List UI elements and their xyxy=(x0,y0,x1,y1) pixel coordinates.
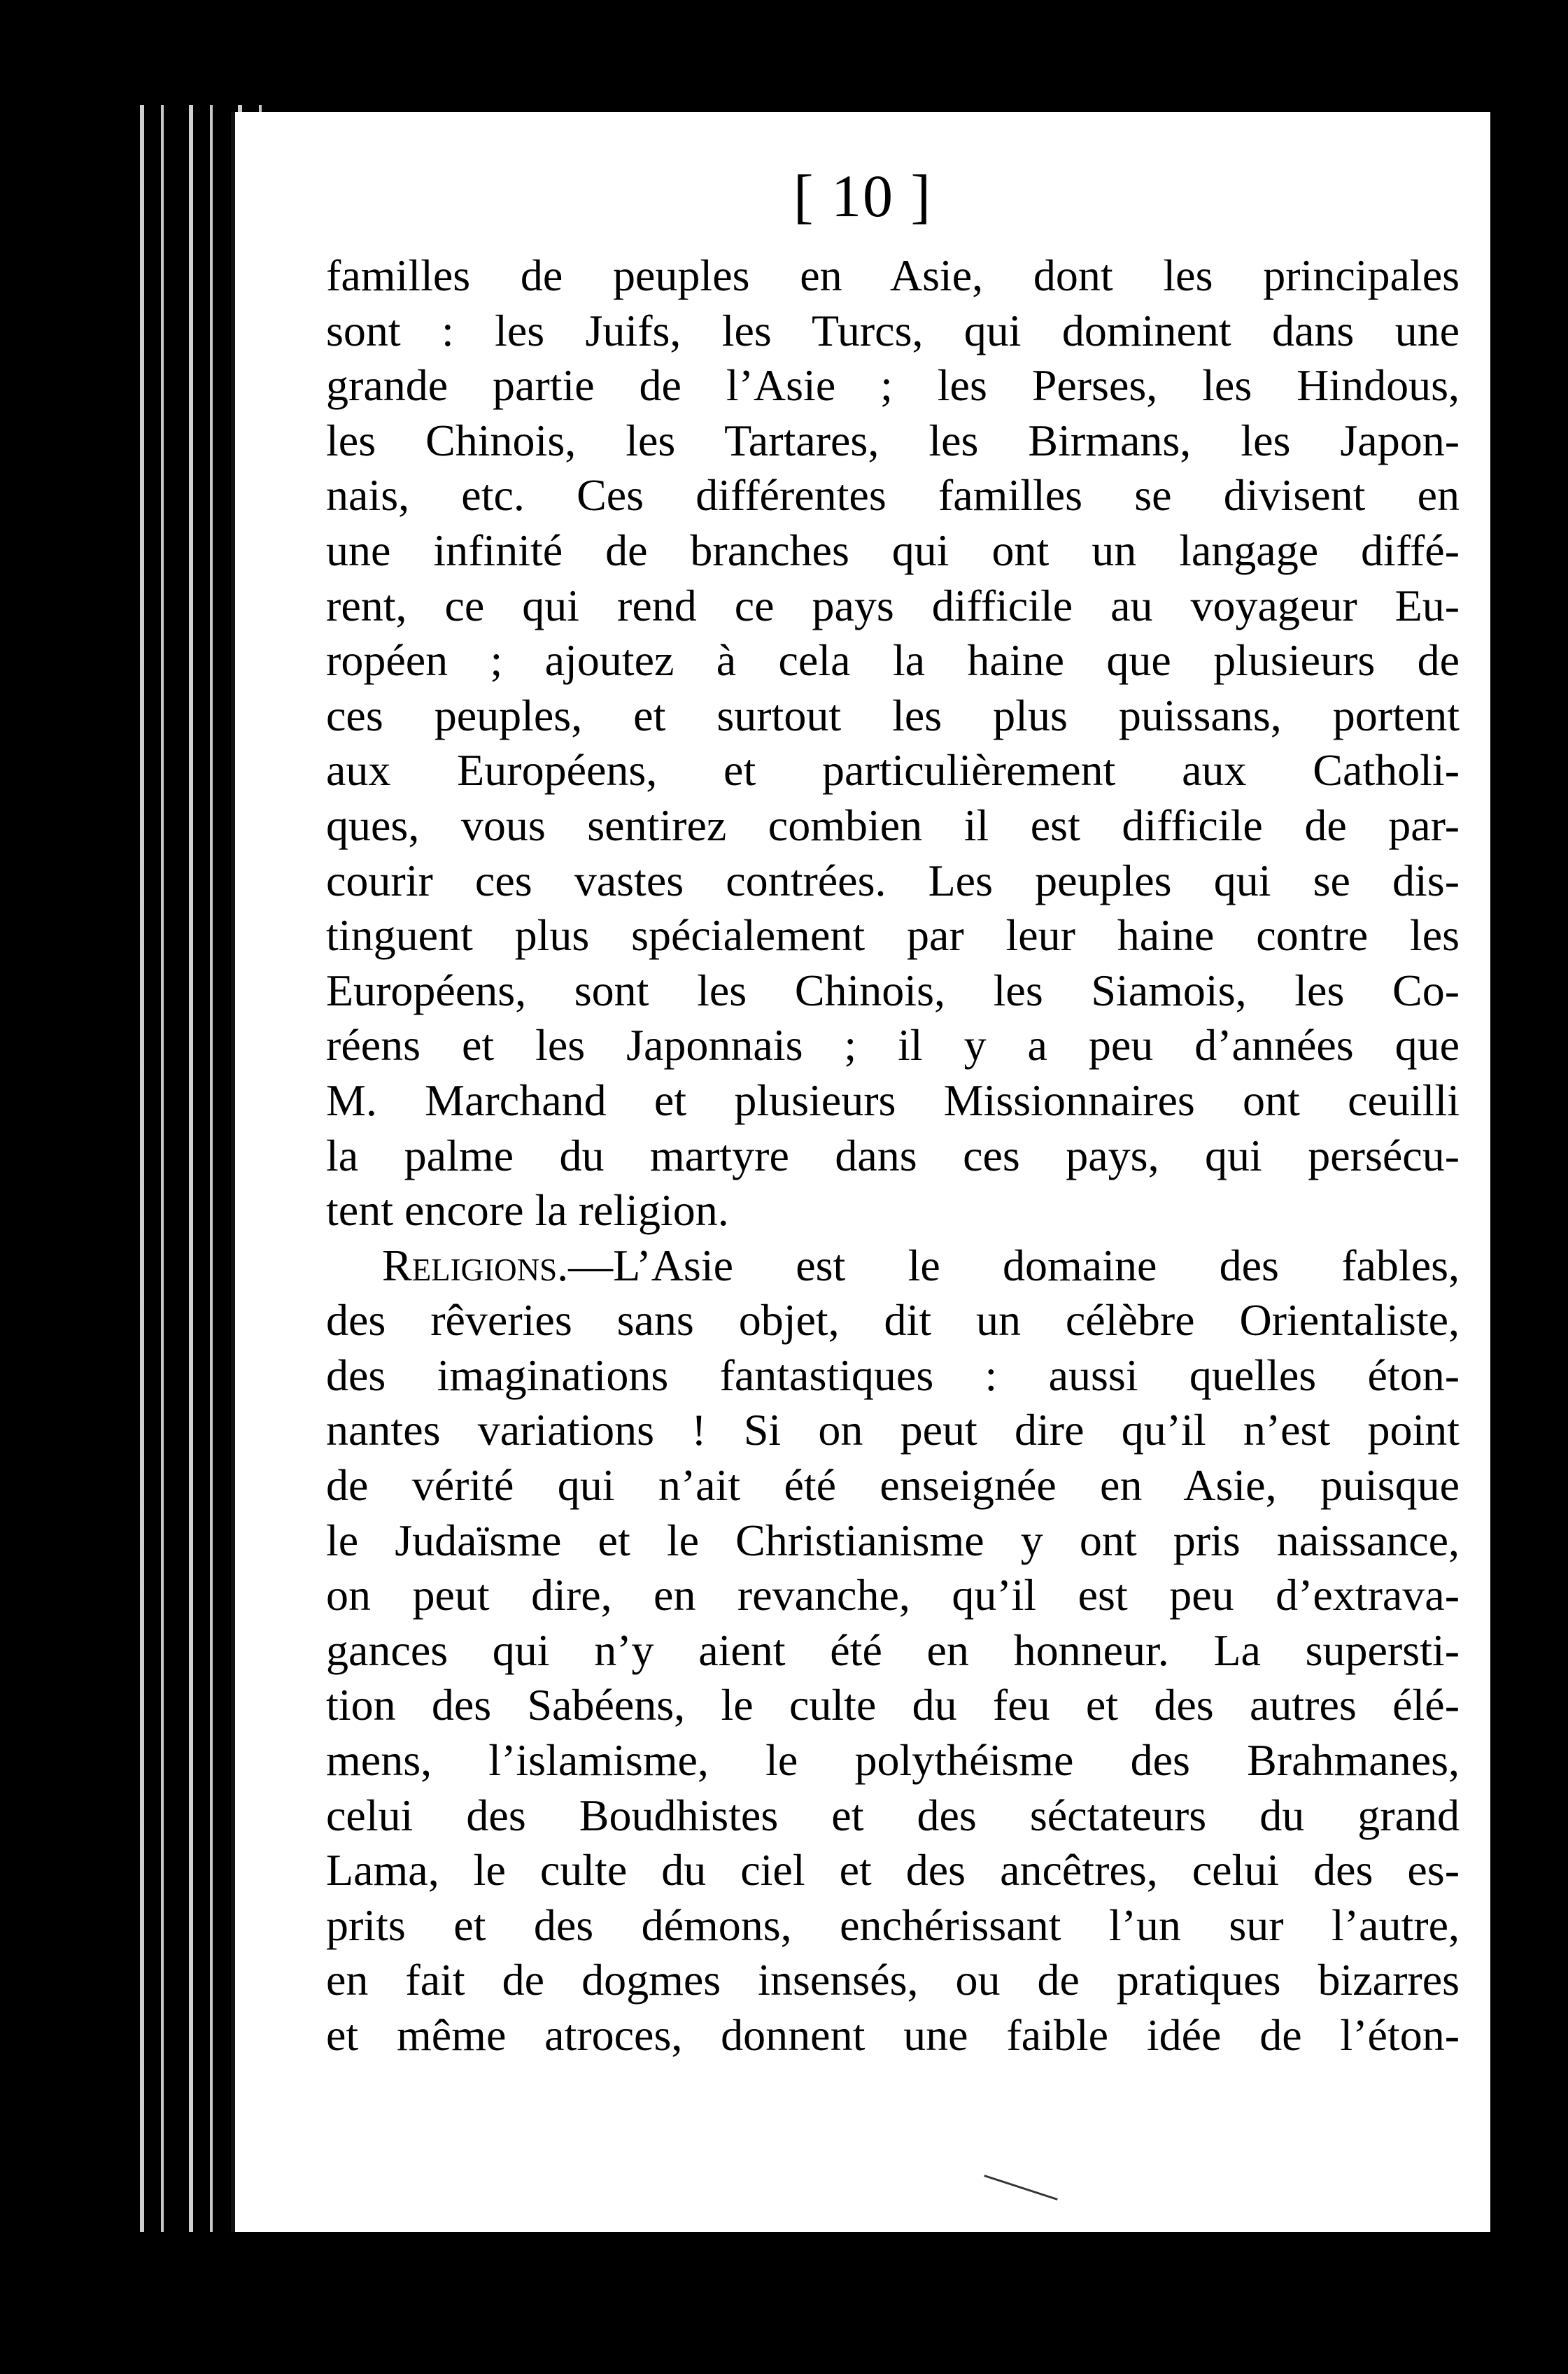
section-line-1: des rêveries sans objet, dit un célèbre Orientaliste, xyxy=(326,1295,1460,1345)
section-first-line-rest: —L’Asie est le domaine des fables, xyxy=(568,1240,1460,1290)
text-line-4: les Chinois, les Tartares, les Birmans, les Japon- xyxy=(326,415,1460,465)
section-line-14: et même atroces, donnent une faible idée de l’éton- xyxy=(326,2010,1460,2060)
text-line-17: la palme du martyre dans ces pays, qui persécu- xyxy=(326,1130,1460,1180)
text-line-8: ropéen ; ajoutez à cela la haine que plusieurs de xyxy=(326,635,1460,686)
text-line-18: tent encore la religion. xyxy=(326,1185,729,1236)
section-line-13: en fait de dogmes insensés, ou de pratiques bizarres xyxy=(326,1955,1460,2005)
section-line-10: celui des Boudhistes et des séctateurs du grand xyxy=(326,1790,1460,1840)
section-line-4: de vérité qui n’ait été enseignée en Asie, puisque xyxy=(326,1460,1460,1511)
text-line-12: courir ces vastes contrées. Les peuples qui se dis- xyxy=(326,855,1460,905)
section-line-9: mens, l’islamisme, le polythéisme des Brahmanes, xyxy=(326,1735,1460,1786)
text-line-14: Européens, sont les Chinois, les Siamois, les Co- xyxy=(326,965,1460,1015)
page-body-text xyxy=(326,248,1460,2063)
text-line-13: tinguent plus spécialement par leur haine contre les xyxy=(326,910,1460,961)
ink-stroke-mark xyxy=(984,2175,1058,2200)
text-line-9: ces peuples, et surtout les plus puissans, portent xyxy=(326,690,1460,740)
section-line-12: prits et des démons, enchérissant l’un sur l’autre, xyxy=(326,1900,1460,1950)
section-first-line xyxy=(326,1238,1460,1294)
section-line-2: des imaginations fantastiques : aussi quelles éton- xyxy=(326,1350,1460,1400)
text-line-6: une infinité de branches qui ont un langage diffé- xyxy=(326,525,1460,575)
text-line-1: familles de peuples en Asie, dont les principales xyxy=(326,250,1460,300)
text-line-10: aux Européens, et particulièrement aux Catholi- xyxy=(326,745,1460,796)
section-line-6: on peut dire, en revanche, qu’il est peu d’extrava- xyxy=(326,1570,1460,1620)
text-line-2: sont : les Juifs, les Turcs, qui dominent dans une xyxy=(326,305,1460,355)
section-line-11: Lama, le culte du ciel et des ancêtres, celui des es- xyxy=(326,1845,1460,1895)
text-line-16: M. Marchand et plusieurs Missionnaires ont ceuilli xyxy=(326,1075,1460,1125)
section-line-8: tion des Sabéens, le culte du feu et des autres élé- xyxy=(326,1680,1460,1730)
section-line-5: le Judaïsme et le Christianisme y ont pris naissance, xyxy=(326,1515,1460,1565)
text-line-3: grande partie de l’Asie ; les Perses, les Hindous, xyxy=(326,360,1460,411)
text-line-5: nais, etc. Ces différentes familles se divisent en xyxy=(326,470,1460,521)
text-line-7: rent, ce qui rend ce pays difficile au voyageur Eu- xyxy=(326,580,1460,630)
section-line-3: nantes variations ! Si on peut dire qu’il n’est point xyxy=(326,1405,1460,1455)
section-line-7: gances qui n’y aient été en honneur. La supersti- xyxy=(326,1625,1460,1675)
section-heading-religions: Religions. xyxy=(382,1240,569,1290)
book-page xyxy=(231,112,1490,2232)
text-line-15: réens et les Japonnais ; il y a peu d’années que xyxy=(326,1020,1460,1071)
text-line-11: ques, vous sentirez combien il est difficile de par- xyxy=(326,800,1460,850)
page-number-header: [ 10 ] xyxy=(793,162,933,229)
